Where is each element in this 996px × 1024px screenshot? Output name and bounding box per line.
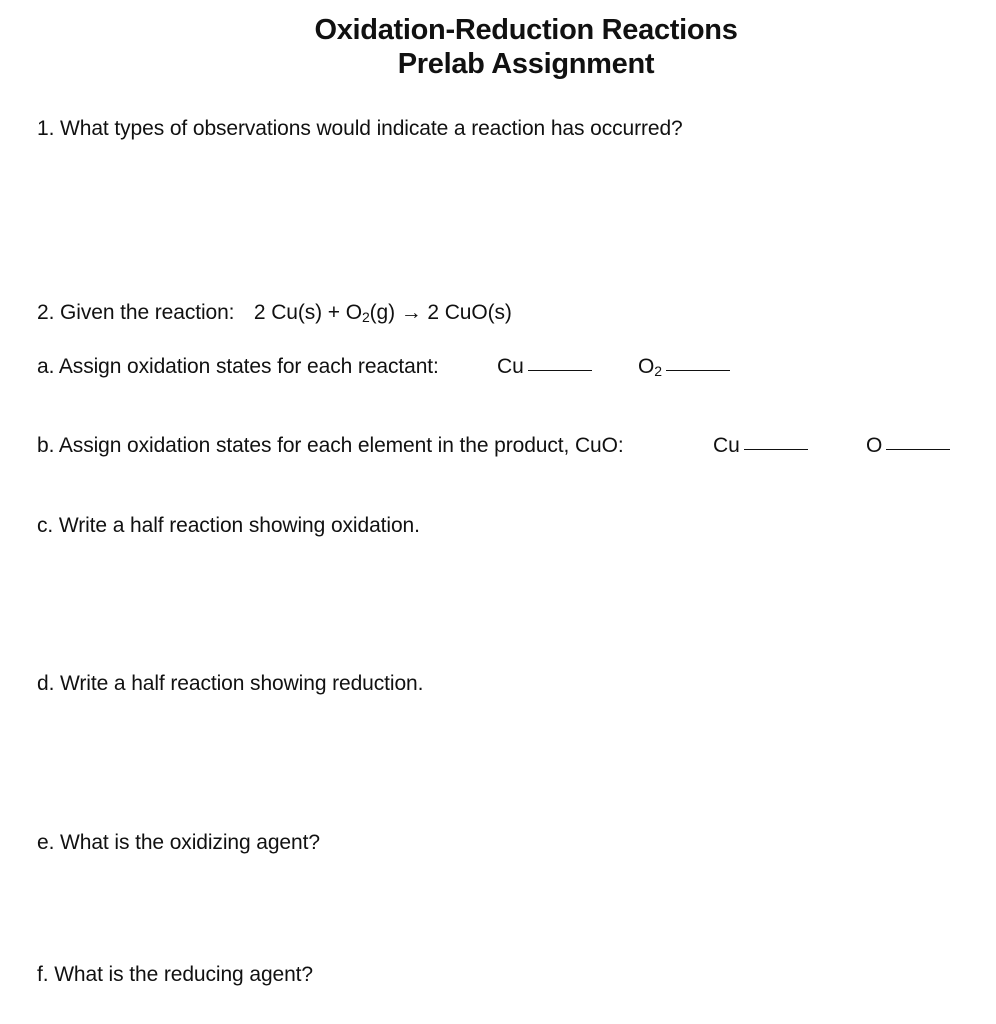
answer-o2-reactant[interactable] — [638, 354, 730, 380]
label-cu: Cu — [713, 434, 740, 457]
blank-line[interactable] — [886, 448, 950, 450]
question-2a: a. Assign oxidation states for each reactant: — [37, 355, 439, 378]
question-2d: d. Write a half reaction showing reduction. — [37, 672, 424, 695]
answer-cu-reactant[interactable] — [497, 354, 592, 380]
question-2-prefix: 2. Given the reaction: — [37, 301, 235, 324]
question-2e: e. What is the oxidizing agent? — [37, 831, 320, 854]
label-o2: $O_2$ — [638, 355, 662, 379]
equation-state: (g) — [369, 301, 395, 324]
document-title: Oxidation-Reduction Reactions — [314, 14, 738, 46]
question-2c: c. Write a half reaction showing oxidation. — [37, 514, 420, 537]
blank-line[interactable] — [744, 448, 808, 450]
document-subtitle: Prelab Assignment — [397, 48, 655, 80]
blank-line[interactable] — [528, 369, 592, 371]
reaction-arrow-icon: → — [400, 301, 422, 324]
answer-cu-product[interactable] — [713, 433, 808, 459]
equation-product: 2 CuO(s) — [427, 301, 512, 324]
question-2b: b. Assign oxidation states for each element in the product, CuO: — [37, 434, 624, 457]
reaction-equation — [254, 301, 512, 324]
question-2 — [37, 300, 512, 326]
question-2f: f. What is the reducing agent? — [37, 963, 313, 986]
answer-o-product[interactable] — [866, 433, 950, 459]
equation-subscript: 2 — [361, 309, 370, 325]
label-o: O — [866, 434, 883, 457]
blank-line[interactable] — [666, 369, 730, 371]
equation-reactants: 2 Cu(s) + O — [253, 301, 362, 324]
question-1: 1. What types of observations would indicate a reaction has occurred? — [37, 117, 683, 140]
label-cu: Cu — [497, 355, 524, 378]
